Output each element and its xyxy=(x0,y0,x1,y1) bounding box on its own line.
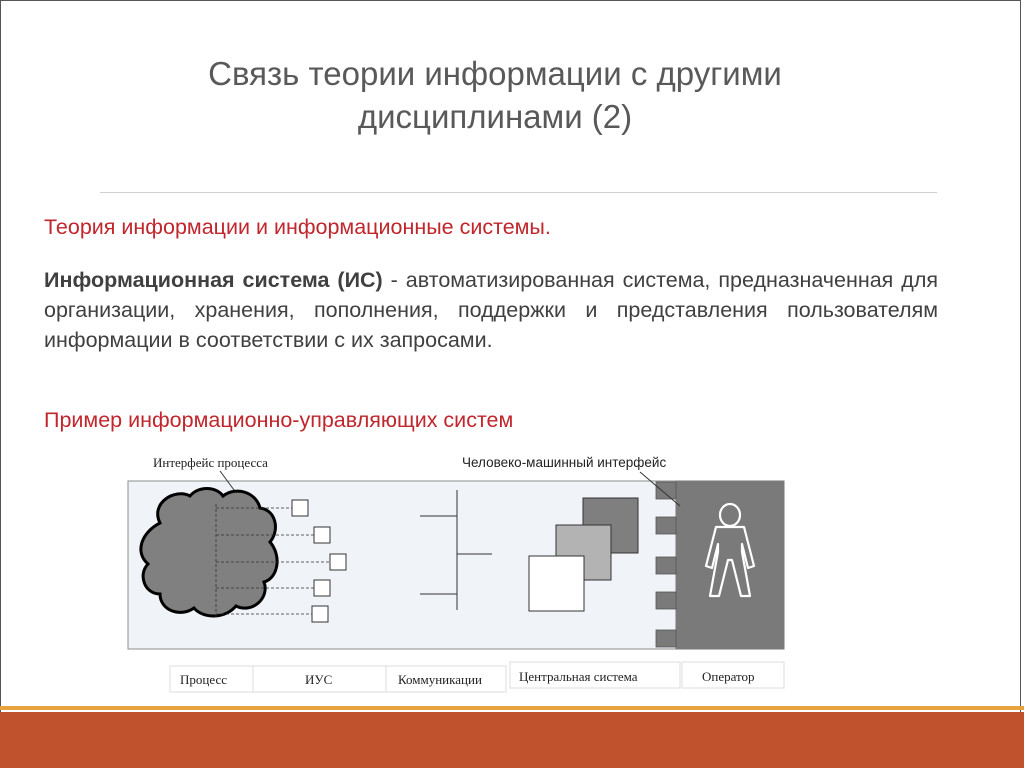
label-process-interface: Интерфейс процесса xyxy=(153,455,268,470)
slide-title xyxy=(100,52,890,138)
title-line-2: дисциплинами (2) xyxy=(357,98,633,135)
ius-diagram xyxy=(120,448,800,698)
label-hmi: Человеко-машинный интерфейс xyxy=(462,455,667,470)
caption-central-system: Центральная система xyxy=(519,669,638,684)
title-divider xyxy=(100,192,937,193)
caption-process: Процесс xyxy=(180,672,227,687)
caption-operator: Оператор xyxy=(702,669,755,684)
heading-theory-is: Теория информации и информационные системы. xyxy=(44,215,551,239)
caption-ius: ИУС xyxy=(305,672,333,687)
definition-text: - автоматизированная система, предназначенная для организации, хранения, пополнения, поддержки и представления пользователям информации в соответствии с их запросами. xyxy=(44,268,939,352)
caption-communications: Коммуникации xyxy=(398,672,482,687)
definition-paragraph xyxy=(44,265,938,355)
heading-example: Пример информационно-управляющих систем xyxy=(44,408,514,432)
definition-term: Информационная система (ИС) xyxy=(44,268,383,292)
operator-panel xyxy=(676,481,784,649)
footer-accent-line xyxy=(0,706,1024,710)
footer-bar xyxy=(0,712,1024,768)
central-system-front xyxy=(529,556,584,611)
title-line-1: Связь теории информации с другими xyxy=(208,55,782,92)
caption-row xyxy=(170,662,784,692)
